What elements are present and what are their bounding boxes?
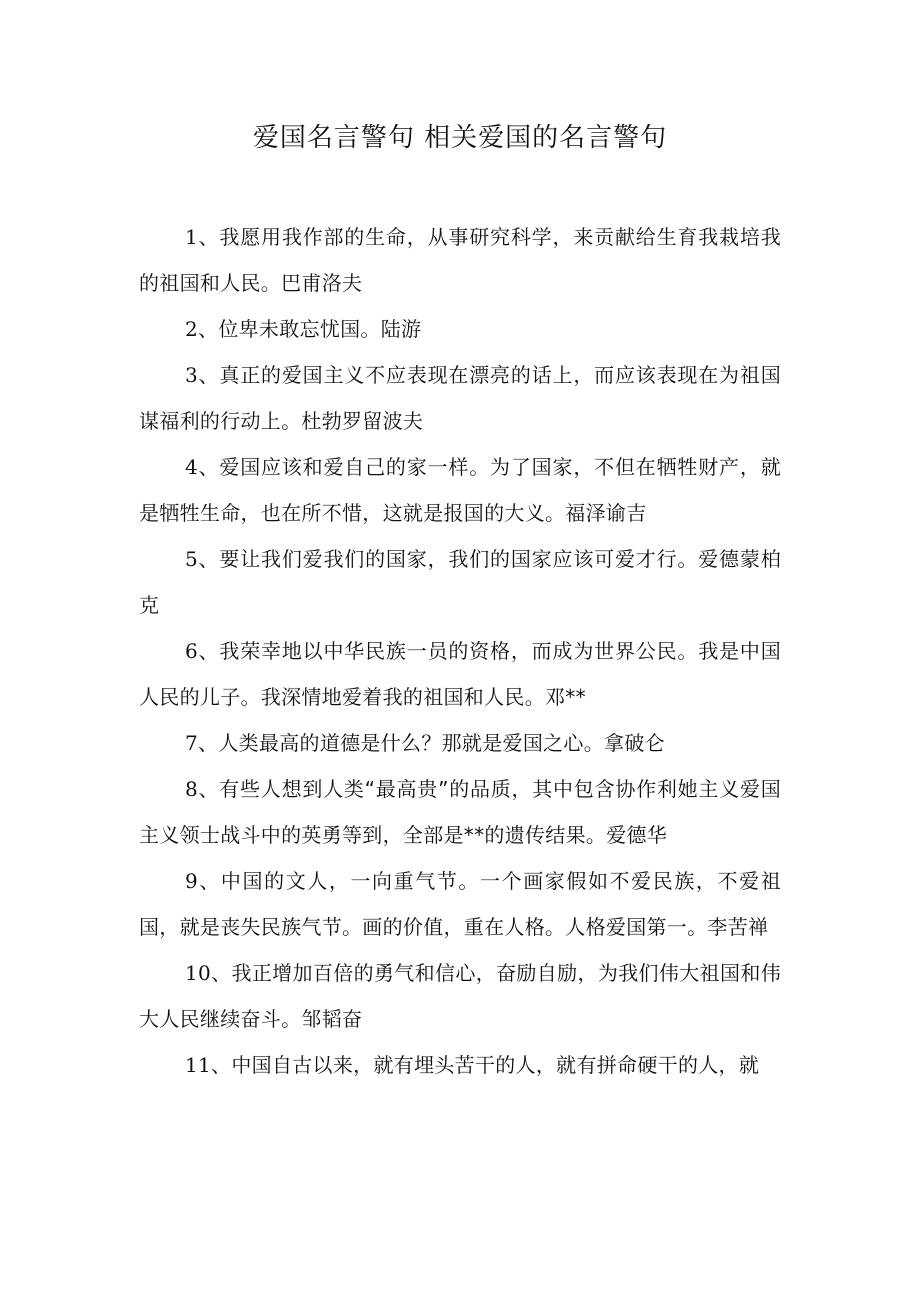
quote-text: 中国的文人，一向重气节。一个画家假如不爱民族，不爱祖国，就是丧失民族气节。画的价值，重在人格。人格爱国第一。李苦禅 <box>139 869 781 939</box>
quote-item <box>139 1042 781 1088</box>
quote-number: 11、 <box>185 1053 232 1077</box>
quote-text: 我愿用我作部的生命，从事研究科学，来贡献给生育我栽培我的祖国和人民。巴甫洛夫 <box>139 225 781 295</box>
quote-list <box>139 214 781 1088</box>
quote-number: 8、 <box>185 777 220 801</box>
quote-number: 2、 <box>185 317 219 341</box>
quote-text: 我荣幸地以中华民族一员的资格，而成为世界公民。我是中国人民的儿子。我深情地爱着我的祖国和人民。邓** <box>139 639 781 709</box>
quote-item <box>139 628 781 720</box>
quote-item <box>139 536 781 628</box>
quote-number: 4、 <box>185 455 220 479</box>
quote-text: 真正的爱国主义不应表现在漂亮的话上，而应该表现在为祖国谋福利的行动上。杜勃罗留波夫 <box>139 363 781 433</box>
quote-number: 10、 <box>185 961 232 985</box>
quote-text: 人类最高的道德是什么？那就是爱国之心。拿破仑 <box>218 731 665 755</box>
quote-item <box>139 720 781 766</box>
quote-number: 1、 <box>185 225 220 249</box>
quote-item <box>139 214 781 306</box>
quote-number: 3、 <box>185 363 220 387</box>
quote-text: 要让我们爱我们的国家，我们的国家应该可爱才行。爱德蒙柏克 <box>139 547 781 617</box>
quote-number: 7、 <box>185 731 219 755</box>
quote-text: 我正增加百倍的勇气和信心，奋励自励，为我们伟大祖国和伟大人民继续奋斗。邹韬奋 <box>139 961 781 1031</box>
quote-item <box>139 444 781 536</box>
quote-item <box>139 306 781 352</box>
quote-number: 9、 <box>185 869 221 893</box>
quote-item <box>139 950 781 1042</box>
quote-number: 5、 <box>185 547 220 571</box>
quote-text: 有些人想到人类“最高贵”的品质，其中包含协作利她主义爱国主义领士战斗中的英勇等到，全部是**的遗传结果。爱德华 <box>139 777 782 847</box>
quote-item <box>139 858 781 950</box>
quote-item <box>139 352 781 444</box>
quote-item <box>139 766 781 858</box>
quote-text: 位卑未敢忘忧国。陆游 <box>218 317 422 341</box>
document-title: 爱国名言警句 相关爱国的名言警句 <box>252 123 668 153</box>
quote-text: 爱国应该和爱自己的家一样。为了国家，不但在牺牲财产，就是牺牲生命，也在所不惜，这就是报国的大义。福泽谕吉 <box>139 455 781 525</box>
quote-text: 中国自古以来，就有埋头苦干的人，就有拼命硬干的人，就 <box>231 1053 760 1077</box>
quote-number: 6、 <box>185 639 220 663</box>
